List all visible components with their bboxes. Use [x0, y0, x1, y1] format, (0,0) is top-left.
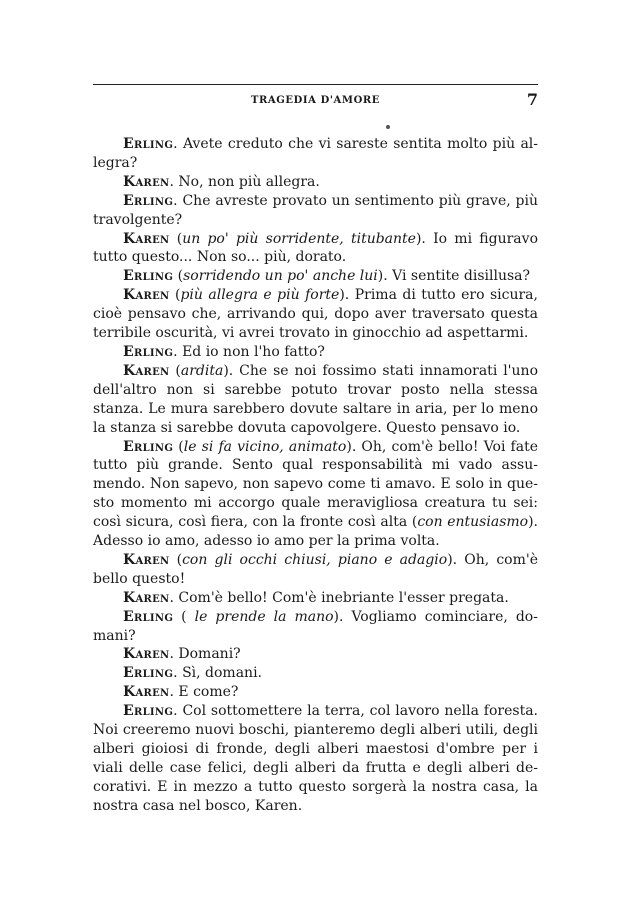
- dialogue-paragraph: [93, 343, 538, 362]
- dialogue-text: ). Oh, com'è bello questo!: [93, 551, 538, 587]
- speaker-name: Karen: [123, 589, 170, 606]
- dialogue-text: . E come?: [169, 684, 239, 701]
- dialogue-text: . Col sottomettere la terra, col lavoro nella foresta. Noi creeremo nuovi boschi, pianteremo degli alberi utili, degli alberi gioiosi di fronde, degli alberi maestosi d'ombre per i viali delle case felici, degli alberi da frutta e degli alberi decorativi. E in mezzo a tutto questo sorgerà la nostra casa, la nostra casa nel bosco, Karen.: [93, 703, 538, 814]
- dialogue-body: [93, 135, 538, 816]
- dialogue-text: . No, non più allegra.: [169, 173, 320, 190]
- dialogue-text: . Che avreste provato un sentimento più grave, più travolgente?: [93, 192, 538, 228]
- dialogue-paragraph: [93, 645, 538, 664]
- dialogue-text: (: [173, 608, 195, 625]
- speaker-name: Karen: [123, 646, 170, 663]
- dialogue-text: ). Vogliamo cominciare, domani?: [93, 608, 538, 644]
- dialogue-text: (: [169, 551, 183, 568]
- header-rule: [93, 84, 538, 85]
- dialogue-text: . Domani?: [169, 646, 241, 663]
- speaker-name: Erling: [123, 608, 174, 625]
- dialogue-text: ). Che se noi fossimo stati innamorati l'uno dell'altro non si sarebbe potuto trovar posto nella stessa stanza. Le mura sarebbero dovute saltare in aria, per lo meno la stanza si sarebbe dovuta capovolgere. Questo pensavo io.: [93, 362, 538, 436]
- speaker-name: Karen: [123, 684, 170, 701]
- stage-direction: le prende la mano: [194, 608, 334, 625]
- dialogue-text: . Ed io non l'ho fatto?: [173, 343, 325, 360]
- speaker-name: Karen: [123, 173, 170, 190]
- dialogue-text: ). Adesso io amo, adesso io amo per la prima volta.: [93, 514, 539, 550]
- dialogue-text: . Sì, domani.: [173, 665, 262, 682]
- speaker-name: Erling: [123, 665, 174, 682]
- dialogue-paragraph: [93, 551, 538, 589]
- dialogue-text: (: [173, 438, 184, 455]
- speaker-name: Erling: [123, 192, 174, 209]
- dialogue-paragraph: [93, 230, 538, 268]
- dialogue-paragraph: [93, 683, 538, 702]
- speaker-name: Karen: [123, 230, 170, 247]
- dialogue-paragraph: [93, 702, 538, 815]
- dialogue-text: (: [169, 362, 181, 379]
- stage-direction: sorridendo un po' anche lui: [183, 268, 378, 285]
- speaker-name: Karen: [123, 551, 170, 568]
- dialogue-paragraph: [93, 362, 538, 438]
- page-number: 7: [526, 90, 538, 109]
- stage-direction: ardita: [180, 362, 224, 379]
- stage-direction: con entusiasmo: [417, 514, 529, 531]
- dialogue-text: ). Vi sentite disillusa?: [377, 268, 530, 285]
- dialogue-text: (: [173, 268, 184, 285]
- dialogue-paragraph: [93, 664, 538, 683]
- dialogue-paragraph: [93, 267, 538, 286]
- speaker-name: Erling: [123, 343, 174, 360]
- speaker-name: Erling: [123, 268, 174, 285]
- dialogue-paragraph: [93, 589, 538, 608]
- dialogue-text: ). Oh, com'è bello! Voi fate tutto più grande. Sento qual responsabilità mi vado assumendo. Non sapevo, non sapevo come ti amavo. E solo in questo momento mi accorgo quale meravigliosa creatura tu sei: così sicura, così fiera, con la fronte così alta (: [93, 438, 538, 531]
- speaker-name: Erling: [123, 703, 174, 720]
- running-title: TRAGEDIA D'AMORE: [250, 95, 381, 106]
- stage-direction: più allegra e più forte: [180, 287, 340, 304]
- speaker-name: Erling: [123, 438, 174, 455]
- stage-direction: con gli occhi chiusi, piano e adagio: [182, 551, 448, 568]
- dialogue-paragraph: [93, 608, 538, 646]
- dialogue-text: (: [169, 287, 181, 304]
- dialogue-paragraph: [93, 192, 538, 230]
- ink-speck: [386, 125, 390, 129]
- dialogue-text: ). Prima di tutto ero sicura, cioè pensavo che, arrivando qui, dopo aver traversato questa terribile oscurità, vi avrei trovato in ginocchio ad aspettarmi.: [93, 287, 538, 342]
- speaker-name: Karen: [123, 362, 170, 379]
- dialogue-paragraph: [93, 135, 538, 173]
- speaker-name: Erling: [123, 136, 174, 152]
- dialogue-paragraph: [93, 286, 538, 343]
- stage-direction: un po' più sorridente, titubante: [182, 230, 416, 247]
- dialogue-text: . Com'è bello! Com'è inebriante l'esser pregata.: [169, 589, 509, 606]
- dialogue-paragraph: [93, 438, 538, 551]
- dialogue-text: . Avete creduto che vi sareste sentita molto più allegra?: [93, 136, 538, 171]
- dialogue-text: (: [169, 230, 183, 247]
- stage-direction: le si fa vicino, animato: [183, 438, 347, 455]
- speaker-name: Karen: [123, 287, 170, 304]
- page-header: [93, 90, 538, 112]
- dialogue-text: ). Io mi figuravo tutto questo... Non so... più, dorato.: [93, 230, 538, 266]
- dialogue-paragraph: [93, 173, 538, 192]
